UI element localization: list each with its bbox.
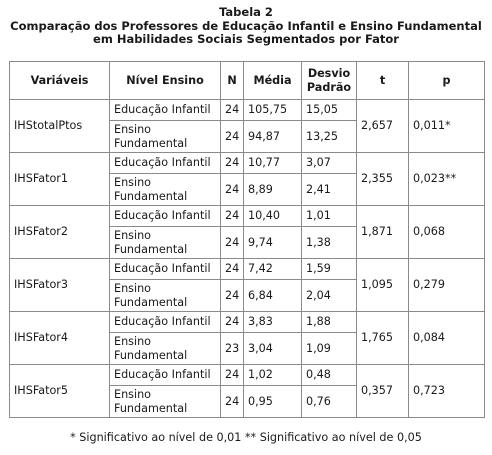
- variable-cell: IHSFator4: [10, 312, 110, 365]
- level-cell: Educação Infantil: [110, 312, 221, 333]
- variable-cell: IHSFator3: [10, 259, 110, 312]
- n-cell: 24: [221, 100, 244, 121]
- p-cell: 0,723: [409, 365, 485, 418]
- level-cell: Ensino Fundamental: [110, 227, 221, 259]
- media-cell: 94,87: [244, 121, 302, 153]
- dp-cell: 2,04: [302, 280, 357, 312]
- n-cell: 24: [221, 121, 244, 153]
- header-row: [10, 62, 485, 100]
- variable-cell: IHStotalPtos: [10, 100, 110, 153]
- dp-cell: 0,76: [302, 386, 357, 418]
- n-cell: 24: [221, 153, 244, 174]
- table-title-line-2: em Habilidades Sociais Segmentados por Fator: [93, 32, 399, 46]
- table-row: [10, 365, 485, 386]
- header-nivel-ensino: Nível Ensino: [110, 62, 221, 100]
- n-cell: 24: [221, 365, 244, 386]
- header-n: N: [221, 62, 244, 100]
- media-cell: 3,83: [244, 312, 302, 333]
- level-cell: Educação Infantil: [110, 206, 221, 227]
- header-variaveis: Variáveis: [10, 62, 110, 100]
- dp-cell: 2,41: [302, 174, 357, 206]
- dp-cell: 15,05: [302, 100, 357, 121]
- media-cell: 8,89: [244, 174, 302, 206]
- n-cell: 24: [221, 280, 244, 312]
- n-cell: 24: [221, 206, 244, 227]
- p-cell: 0,023**: [409, 153, 485, 206]
- dp-cell: 1,59: [302, 259, 357, 280]
- n-cell: 24: [221, 312, 244, 333]
- table-row: [10, 259, 485, 280]
- t-cell: 0,357: [357, 365, 409, 418]
- dp-cell: 1,38: [302, 227, 357, 259]
- dp-cell: 3,07: [302, 153, 357, 174]
- table-row: [10, 100, 485, 121]
- table-row: [10, 153, 485, 174]
- media-cell: 6,84: [244, 280, 302, 312]
- n-cell: 24: [221, 386, 244, 418]
- level-cell: Ensino Fundamental: [110, 174, 221, 206]
- p-cell: 0,279: [409, 259, 485, 312]
- t-cell: 2,657: [357, 100, 409, 153]
- level-cell: Educação Infantil: [110, 365, 221, 386]
- t-cell: 2,355: [357, 153, 409, 206]
- level-cell: Educação Infantil: [110, 153, 221, 174]
- dp-cell: 13,25: [302, 121, 357, 153]
- dp-cell: 1,01: [302, 206, 357, 227]
- level-cell: Ensino Fundamental: [110, 280, 221, 312]
- level-cell: Educação Infantil: [110, 259, 221, 280]
- media-cell: 1,02: [244, 365, 302, 386]
- media-cell: 7,42: [244, 259, 302, 280]
- media-cell: 10,77: [244, 153, 302, 174]
- comparison-table: [9, 61, 485, 418]
- table-number: Tabela 2: [219, 5, 273, 19]
- header-t: t: [357, 62, 409, 100]
- variable-cell: IHSFator5: [10, 365, 110, 418]
- variable-cell: IHSFator2: [10, 206, 110, 259]
- t-cell: 1,095: [357, 259, 409, 312]
- header-desvio-padrao: Desvio Padrão: [302, 62, 357, 100]
- variable-cell: IHSFator1: [10, 153, 110, 206]
- dp-cell: 1,09: [302, 333, 357, 365]
- dp-cell: 0,48: [302, 365, 357, 386]
- n-cell: 23: [221, 333, 244, 365]
- header-media: Média: [244, 62, 302, 100]
- media-cell: 105,75: [244, 100, 302, 121]
- table-row: [10, 312, 485, 333]
- level-cell: Ensino Fundamental: [110, 333, 221, 365]
- n-cell: 24: [221, 227, 244, 259]
- p-cell: 0,068: [409, 206, 485, 259]
- level-cell: Educação Infantil: [110, 100, 221, 121]
- n-cell: 24: [221, 174, 244, 206]
- level-cell: Ensino Fundamental: [110, 386, 221, 418]
- table-row: [10, 206, 485, 227]
- media-cell: 3,04: [244, 333, 302, 365]
- dp-cell: 1,88: [302, 312, 357, 333]
- p-cell: 0,084: [409, 312, 485, 365]
- n-cell: 24: [221, 259, 244, 280]
- media-cell: 0,95: [244, 386, 302, 418]
- table-title-line-1: Comparação dos Professores de Educação Infantil e Ensino Fundamental: [10, 19, 482, 33]
- t-cell: 1,765: [357, 312, 409, 365]
- t-cell: 1,871: [357, 206, 409, 259]
- media-cell: 9,74: [244, 227, 302, 259]
- level-cell: Ensino Fundamental: [110, 121, 221, 153]
- media-cell: 10,40: [244, 206, 302, 227]
- p-cell: 0,011*: [409, 100, 485, 153]
- footnote: * Significativo ao nível de 0,01 ** Significativo ao nível de 0,05: [70, 431, 422, 444]
- header-p: p: [409, 62, 485, 100]
